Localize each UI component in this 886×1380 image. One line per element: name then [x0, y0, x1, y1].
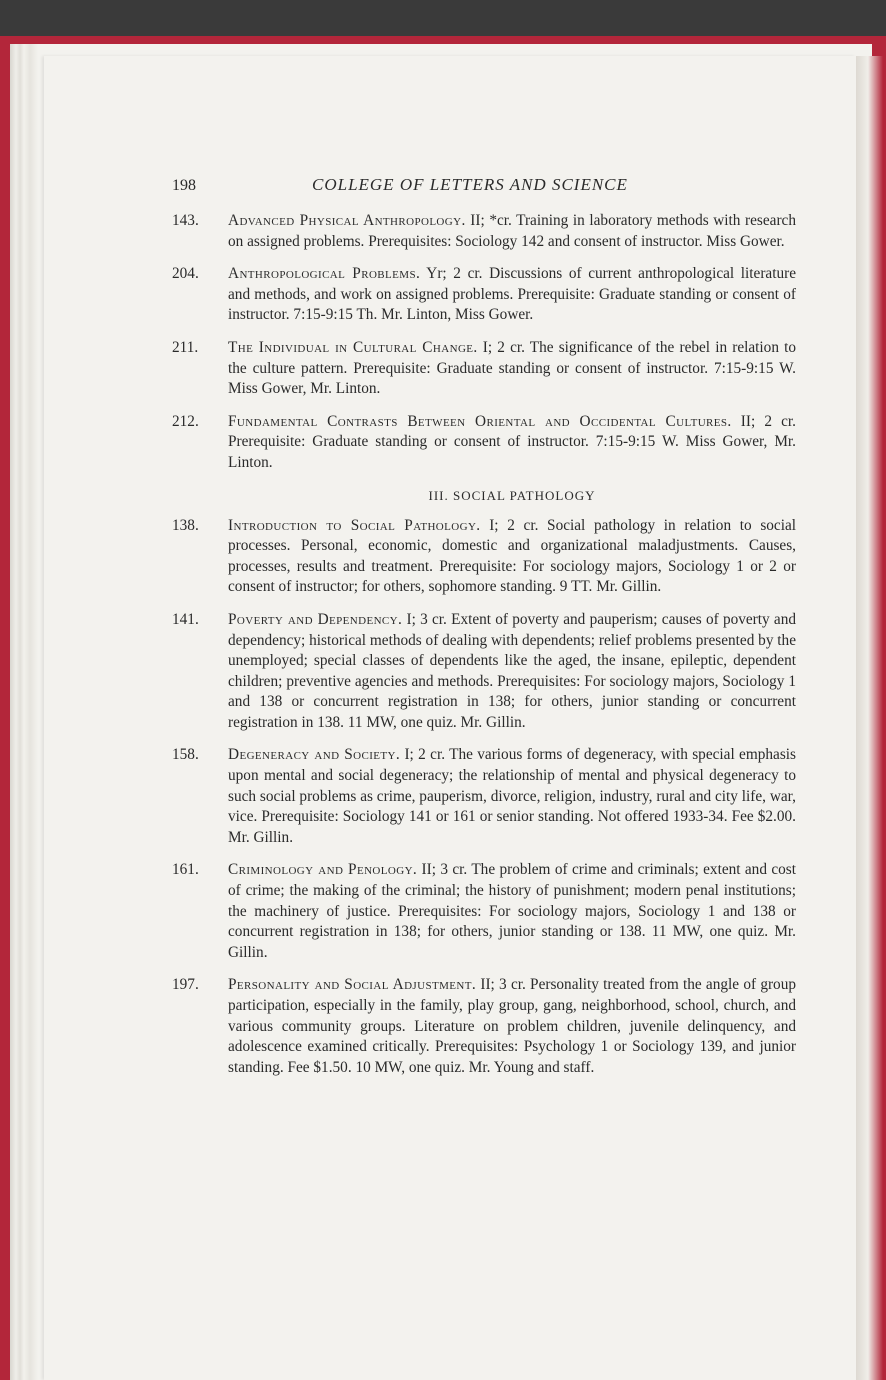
pathology-courses: [172, 516, 796, 1079]
course-entry: [172, 338, 796, 400]
course-description: II; 2 cr. Prerequisite: Graduate standing or consent of instructor. 7:15-9:15 W. Miss Gower, Mr. Linton.: [228, 412, 796, 471]
course-entry: [172, 610, 796, 734]
course-number: 161.: [172, 861, 199, 879]
course-description: I; 2 cr. The significance of the rebel in relation to the culture pattern. Prerequisite: Graduate standing or consent of instructor. 7:15-9:15 W. Miss Gower, Mr. Linton.: [228, 338, 797, 398]
running-head: [172, 174, 796, 197]
page-number: 198: [172, 177, 196, 194]
course-number: 212.: [172, 412, 199, 430]
anthropology-courses: [172, 211, 796, 474]
course-title: Criminology and Penology.: [228, 861, 418, 879]
course-title: Advanced Physical Anthropology.: [228, 212, 466, 229]
course-title: The Individual in Cultural Change.: [228, 338, 478, 356]
course-entry: [172, 745, 796, 848]
course-number: 158.: [172, 746, 199, 764]
course-entry: [172, 412, 796, 474]
course-title: Introduction to Social Pathology.: [228, 516, 481, 534]
course-description: I; 2 cr. Social pathology in relation to social processes. Personal, economic, domestic and organizational maladjustments. Causes, processes, results and treatment. Prerequisite: For sociology majors, Sociology 1 or 2 or consent of instructor; for others, sophomore standing. 9 TT. Mr. Gillin.: [228, 516, 797, 596]
course-description: I; 2 cr. The various forms of degeneracy, with special emphasis upon mental and social degeneracy; the relationship of mental and physical degeneracy to such social problems as crime, pauperism, divorce, religion, industry, rural and city life, war, vice. Prerequisite: Sociology 141 or 161 or senior standing. Not offered 1933-34. Fee $2.00. Mr. Gillin.: [228, 746, 796, 846]
course-title: Degeneracy and Society.: [228, 746, 401, 764]
section-heading: III. SOCIAL PATHOLOGY: [428, 487, 596, 503]
page-content: [172, 174, 796, 1090]
course-entry: [172, 211, 796, 252]
course-description: II; *cr. Training in laboratory methods with research on assigned problems. Prerequisites: Sociology 142 and consent of instructor. Miss Gower.: [228, 212, 796, 250]
course-description: II; 3 cr. The problem of crime and criminals; extent and cost of crime; the making of the criminal; the history of punishment; modern penal institutions; the machinery of justice. Prerequisites: For sociology majors, Sociology 1 and 138 or concurrent registration in 138; for others, junior standing or 138. 11 MW, one quiz. Mr. Gillin.: [228, 861, 796, 961]
course-number: 197.: [172, 976, 199, 994]
course-entry: [172, 860, 796, 963]
course-number: 204.: [172, 265, 199, 283]
course-number: 143.: [172, 212, 199, 229]
course-number: 138.: [172, 516, 199, 534]
course-number: 211.: [172, 338, 199, 356]
course-title: Personality and Social Adjustment.: [228, 976, 477, 994]
course-entry: [172, 975, 796, 1078]
course-description: Yr; 2 cr. Discussions of current anthropological literature and methods, and work on assigned problems. Prerequisite: Graduate standing or consent of instructor. 7:15-9:15 Th. Mr. Linton, Miss Gower.: [228, 265, 796, 324]
course-title: Poverty and Dependency.: [228, 610, 403, 628]
facing-page-edge: [856, 56, 886, 1380]
course-title: Fundamental Contrasts Between Oriental and Occidental Cultures.: [228, 412, 732, 430]
course-description: II; 3 cr. Personality treated from the angle of group participation, especially in the family, play group, gang, neighborhood, school, church, and various community groups. Literature on problem children, juvenile delinquency, and adolescence examined critically. Prerequisites: Psychology 1 or Sociology 139, and junior standing. Fee $1.50. 10 MW, one quiz. Mr. Young and staff.: [228, 976, 797, 1076]
course-entry: [172, 264, 796, 326]
course-number: 141.: [172, 610, 199, 628]
course-entry: [172, 516, 796, 598]
course-description: I; 3 cr. Extent of poverty and pauperism; causes of poverty and dependency; historical methods of dealing with dependents; relief problems presented by the unemployed; special classes of dependents like the aged, the insane, epileptic, dependent children; preventive agencies and methods. Prerequisites: For sociology majors, Sociology 1 and 138 or concurrent registration in 138; for others, junior standing or concurrent registration in 138. 11 MW, one quiz. Mr. Gillin.: [228, 610, 796, 731]
running-title: COLLEGE OF LETTERS AND SCIENCE: [312, 175, 628, 194]
course-title: Anthropological Problems.: [228, 265, 421, 283]
